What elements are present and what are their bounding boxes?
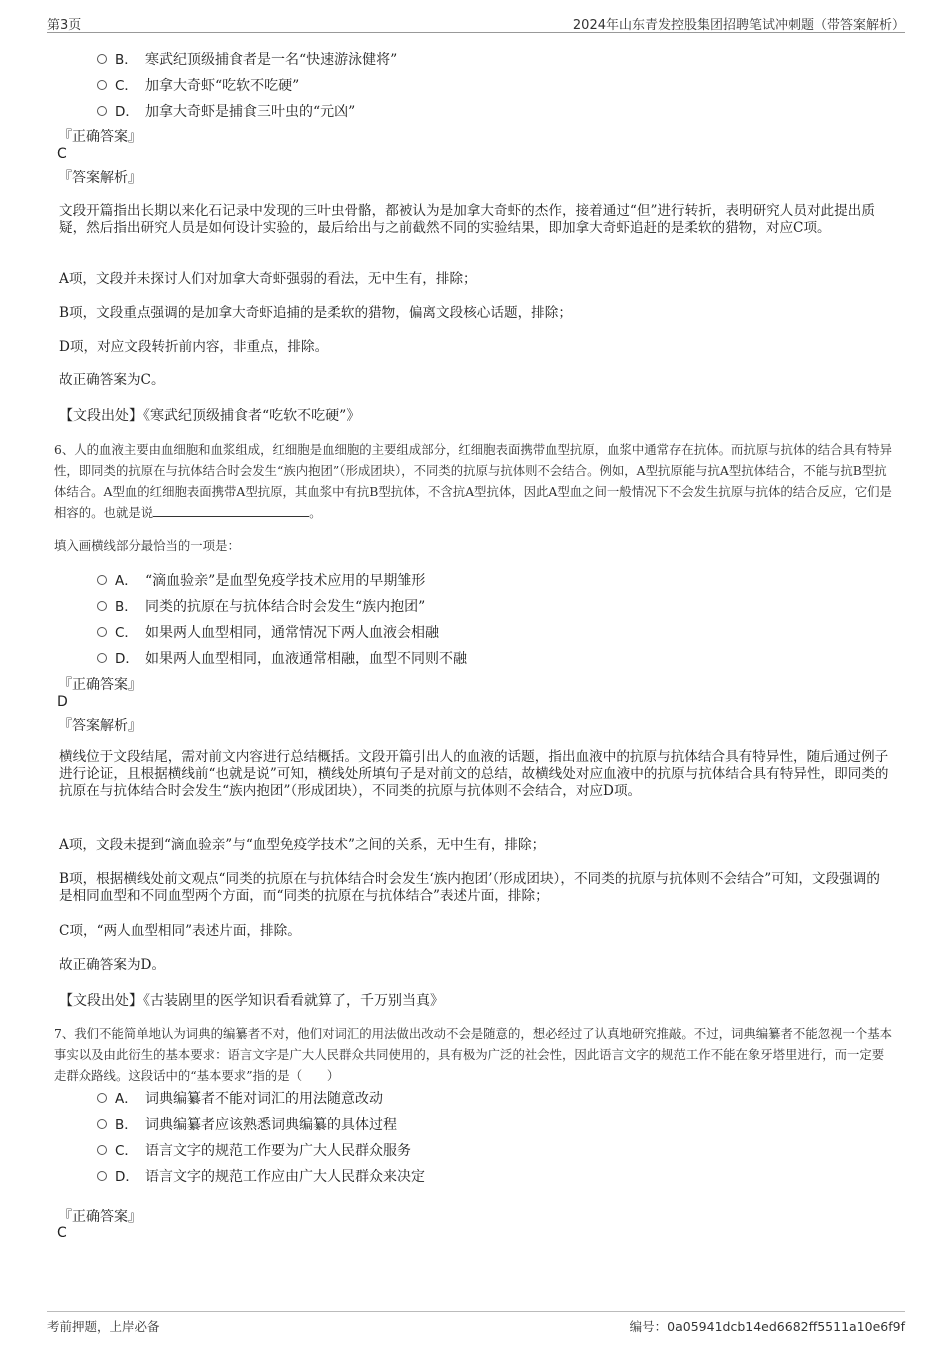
- q5-option-c[interactable]: [97, 74, 299, 94]
- q5-option-d[interactable]: [97, 100, 355, 120]
- option-text: “滴血验亲”是血型免疫学技术应用的早期雏形: [145, 573, 426, 589]
- q6-analysis-label: 『答案解析』: [58, 718, 142, 734]
- q5-analysis: 文段开篇指出长期以来化石记录中发现的三叶虫骨骼，都被认为是加拿大奇虾的杰作，接着通过“但”进行转折，表明研究人员对此提出质疑，然后指出研究人员是如何设计实验的，最后给出与之前截然不同的实验结果，即加拿大奇虾追赶的是柔软的猎物，对应C项。: [59, 203, 875, 236]
- option-text: 加拿大奇虾是捕食三叶虫的“元凶”: [145, 104, 356, 120]
- q6-analysis: 横线位于文段结尾，需对前文内容进行总结概括。文段开篇引出人的血液的话题，指出血液中的抗原与抗体结合具有特异性，随后通过例子进行论证，且根据横线前“也就是说”可知，横线处所填句子是对前文的总结，故横线处对应血液中的抗原与抗体结合具有特异性，即同类的抗原在与抗体结合时会发生“族内抱团”（形成团块），不同类的抗原与抗体则不会结合，对应D项。: [59, 749, 889, 799]
- q6-option-d[interactable]: [97, 647, 467, 667]
- q5-source: 【文段出处】《寒武纪顶级捕食者“吃软不吃硬”》: [59, 408, 361, 424]
- q5-answer: C: [57, 146, 67, 162]
- radio-icon[interactable]: [97, 1093, 107, 1103]
- option-text: 同类的抗原在与抗体结合时会发生“族内抱团”: [145, 599, 426, 615]
- radio-icon[interactable]: [97, 80, 107, 90]
- option-letter: B．: [115, 52, 138, 68]
- q7-option-d[interactable]: [97, 1165, 425, 1185]
- option-text: 如果两人血型相同，血液通常相融，血型不同则不融: [145, 651, 467, 667]
- option-text: 语言文字的规范工作应由广大人民群众来决定: [145, 1169, 425, 1185]
- option-letter: D．: [115, 104, 139, 120]
- radio-icon[interactable]: [97, 627, 107, 637]
- page-number: 第3页: [47, 18, 82, 33]
- option-text: 语言文字的规范工作要为广大人民群众服务: [145, 1143, 411, 1159]
- radio-icon[interactable]: [97, 1171, 107, 1181]
- q6-option-b[interactable]: [97, 595, 425, 615]
- option-text: 词典编纂者应该熟悉词典编纂的具体过程: [145, 1117, 397, 1133]
- q5-explain-a: A项，文段并未探讨人们对加拿大奇虾强弱的看法，无中生有，排除；: [59, 271, 477, 287]
- q7-option-a[interactable]: [97, 1087, 383, 1107]
- q5-explain-b: B项，文段重点强调的是加拿大奇虾追捕的是柔软的猎物，偏离文段核心话题，排除；: [59, 305, 572, 321]
- q6-stem: [54, 439, 896, 523]
- option-letter: B．: [115, 1117, 138, 1133]
- q6-explain-b: B项，根据横线处前文观点“同类的抗原在与抗体结合时会发生‘族内抱团’（形成团块），不同类的抗原与抗体则不会结合”可知，文段强调的是相同血型和不同血型两个方面，而“同类的抗原在与抗体结合”表述片面，排除；: [59, 871, 880, 904]
- option-letter: D．: [115, 651, 139, 667]
- q6-answer-label: 『正确答案』: [58, 677, 142, 693]
- q7-answer-label: 『正确答案』: [58, 1209, 142, 1225]
- q5-option-b[interactable]: [97, 48, 397, 68]
- q6-explain-c: C项，“两人血型相同”表述片面，排除。: [59, 923, 301, 939]
- option-text: 加拿大奇虾“吃软不吃硬”: [145, 78, 300, 94]
- option-letter: C．: [115, 1143, 138, 1159]
- option-letter: A．: [115, 573, 138, 589]
- q6-prompt: 填入画横线部分最恰当的一项是：: [54, 538, 240, 553]
- q6-explain-a: A项，文段未提到“滴血验亲”与“血型免疫学技术”之间的关系，无中生有，排除；: [59, 837, 546, 853]
- radio-icon[interactable]: [97, 54, 107, 64]
- option-letter: B．: [115, 599, 138, 615]
- option-letter: C．: [115, 625, 138, 641]
- document-id: 编号：0a05941dcb14ed6682ff5511a10e6f9f: [629, 1319, 905, 1334]
- q6-source: 【文段出处】《古装剧里的医学知识看看就算了，千万别当真》: [59, 993, 444, 1009]
- radio-icon[interactable]: [97, 653, 107, 663]
- radio-icon[interactable]: [97, 1119, 107, 1129]
- q7-option-b[interactable]: [97, 1113, 397, 1133]
- q6-stem-end: 。: [309, 505, 322, 520]
- option-letter: C．: [115, 78, 138, 94]
- page-footer: [47, 1311, 905, 1336]
- q5-answer-label: 『正确答案』: [58, 129, 142, 145]
- q6-option-a[interactable]: [97, 569, 425, 589]
- q5-analysis-label: 『答案解析』: [58, 170, 142, 186]
- radio-icon[interactable]: [97, 601, 107, 611]
- q7-answer: C: [57, 1225, 67, 1241]
- footer-slogan: 考前押题，上岸必备: [47, 1319, 160, 1334]
- q7-option-c[interactable]: [97, 1139, 411, 1159]
- q5-conclusion: 故正确答案为C。: [59, 372, 165, 388]
- radio-icon[interactable]: [97, 1145, 107, 1155]
- q6-conclusion: 故正确答案为D。: [59, 957, 166, 973]
- page-header: [47, 12, 905, 33]
- q6-stem-text: 6、人的血液主要由血细胞和血浆组成，红细胞是血细胞的主要组成部分，红细胞表面携带血型抗原，血浆中通常存在抗体。而抗原与抗体的结合具有特异性，即同类的抗原在与抗体结合时会发生“族内抱团”（形成团块），不同类的抗原与抗体则不会结合。例如，A型抗原能与抗A型抗体结合，不能与抗B型抗体结合。A型血的红细胞表面携带A型抗原，其血浆中有抗B型抗体，不含抗A型抗体，因此A型血之间一般情况下不会发生抗原与抗体的结合反应，它们是相容的。也就是说: [54, 442, 893, 520]
- option-letter: D．: [115, 1169, 139, 1185]
- option-letter: A．: [115, 1091, 138, 1107]
- option-text: 词典编纂者不能对词汇的用法随意改动: [145, 1091, 383, 1107]
- option-text: 寒武纪顶级捕食者是一名“快速游泳健将”: [145, 52, 398, 68]
- q6-answer: D: [57, 694, 68, 710]
- q6-option-c[interactable]: [97, 621, 439, 641]
- radio-icon[interactable]: [97, 106, 107, 116]
- q7-stem: 7、我们不能简单地认为词典的编纂者不对，他们对词汇的用法做出改动不会是随意的，想必经过了认真地研究推敲。不过，词典编纂者不能忽视一个基本事实以及由此衍生的基本要求：语言文字是广大人民群众共同使用的，具有极为广泛的社会性，因此语言文字的规范工作不能在象牙塔里进行，而一定要走群众路线。这段话中的“基本要求”指的是（ ）: [54, 1026, 893, 1083]
- q5-explain-d: D项，对应文段转折前内容，非重点，排除。: [59, 339, 329, 355]
- document-title: 2024年山东青发控股集团招聘笔试冲刺题（带答案解析）: [572, 18, 905, 33]
- radio-icon[interactable]: [97, 575, 107, 585]
- fill-blank: [153, 504, 309, 517]
- option-text: 如果两人血型相同，通常情况下两人血液会相融: [145, 625, 439, 641]
